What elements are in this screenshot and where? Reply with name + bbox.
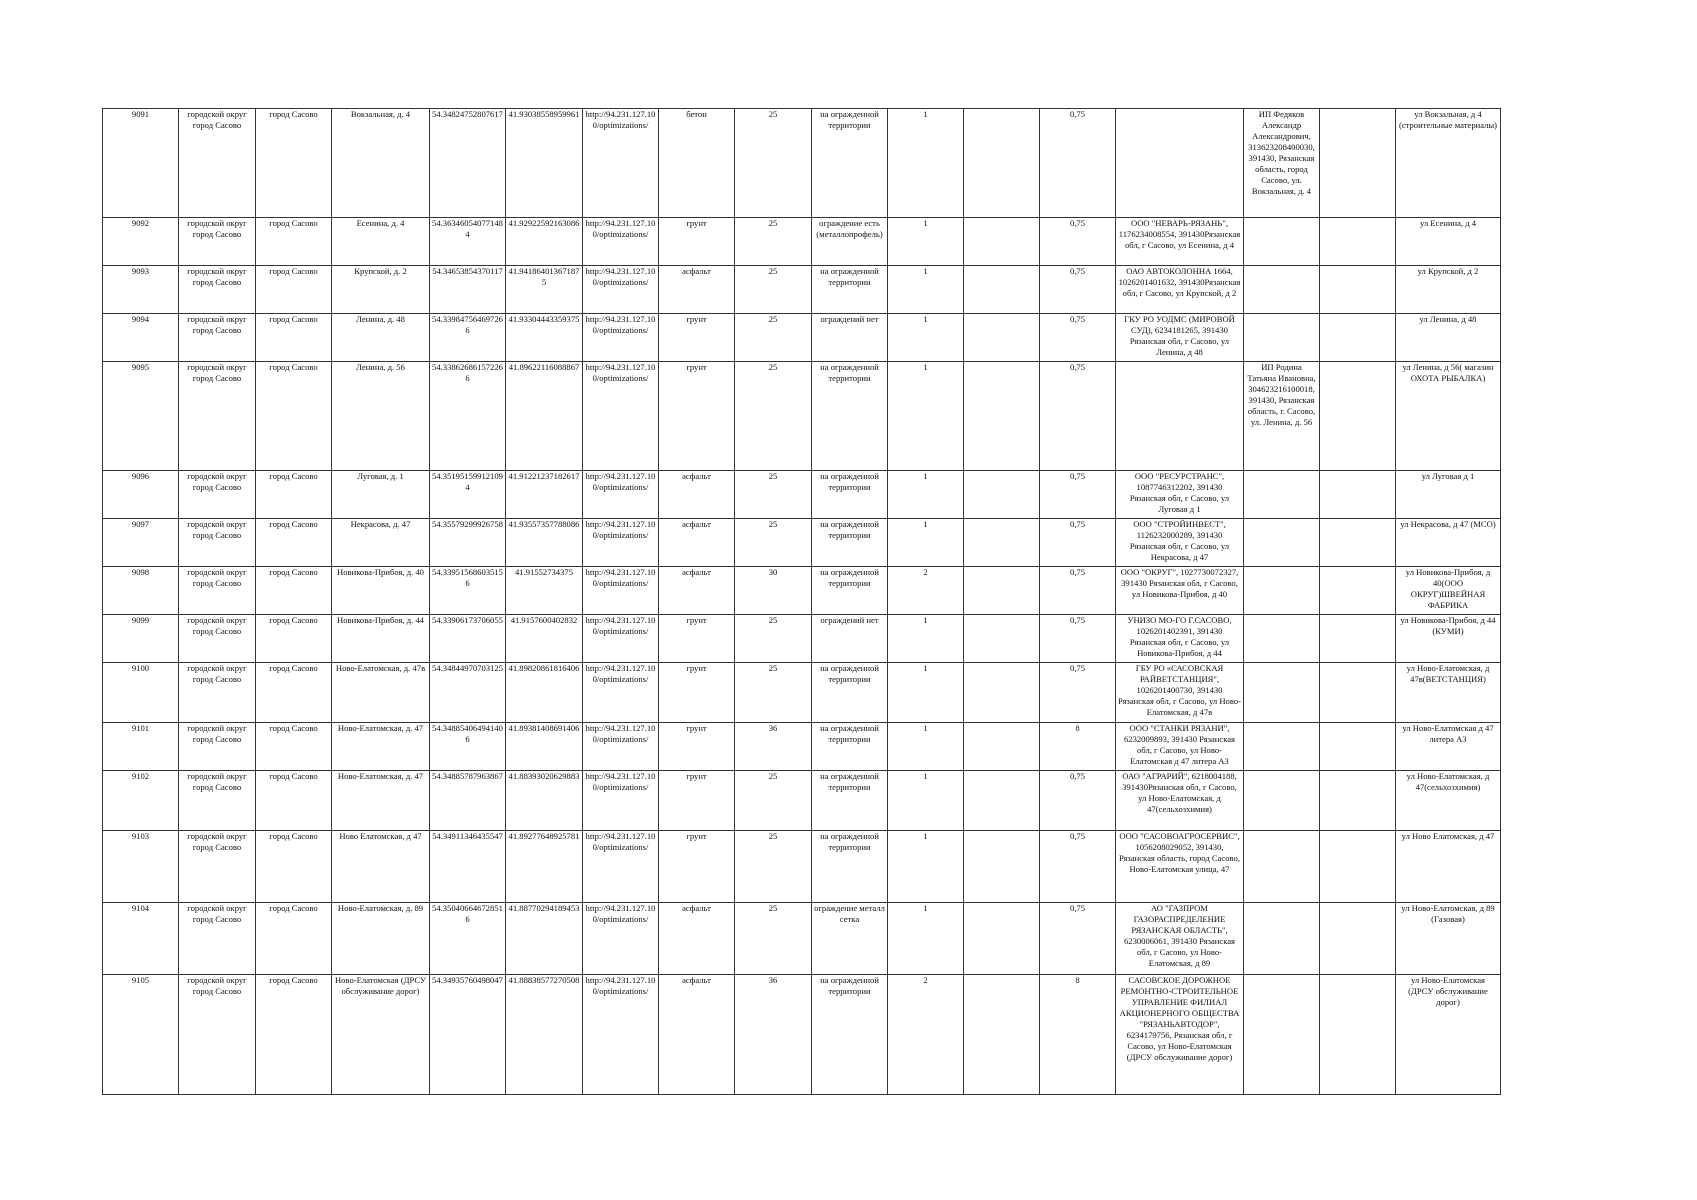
url-cell: http://94.231.127.100/optimizations/ [583,362,659,471]
district-cell: городской округ город Сасово [179,314,256,362]
longitude-cell: 41.88770294189453 [506,903,583,975]
container-count-cell: 1 [888,266,964,314]
district-cell: городской округ город Сасово [179,831,256,903]
url-cell: http://94.231.127.100/optimizations/ [583,471,659,519]
planned-count-cell [964,471,1040,519]
record-id-cell: 9101 [103,723,179,771]
surface-cell: асфальт [659,519,735,567]
surface-cell: бетон [659,109,735,218]
volume-cell: 0,75 [1040,519,1116,567]
volume-cell: 0,75 [1040,471,1116,519]
extra-cell [1320,831,1396,903]
latitude-cell: 54.34935760498047 [430,975,506,1095]
planned-count-cell [964,218,1040,266]
waste-source-cell: ул Ленина, д 56( магазин ОХОТА РЫБАЛКА) [1396,362,1501,471]
record-id-cell: 9092 [103,218,179,266]
area-cell: 25 [735,663,812,723]
longitude-cell: 41.88838577270508 [506,975,583,1095]
url-cell: http://94.231.127.100/optimizations/ [583,831,659,903]
organization-cell: ООО "РЕСУРСТРАНС", 1087746312202, 391430 Рязанская обл, г Сасово, ул Луговая д 1 [1116,471,1244,519]
address-cell: Ленина, д. 56 [332,362,430,471]
planned-count-cell [964,771,1040,831]
owner-cell [1244,831,1320,903]
container-count-cell: 1 [888,519,964,567]
address-cell: Есенина, д. 4 [332,218,430,266]
volume-cell: 0,75 [1040,362,1116,471]
record-id-cell: 9096 [103,471,179,519]
planned-count-cell [964,567,1040,615]
record-id-cell: 9093 [103,266,179,314]
latitude-cell: 54.34844970703125 [430,663,506,723]
owner-cell [1244,567,1320,615]
surface-cell: грунт [659,771,735,831]
address-cell: Вокзальная, д. 4 [332,109,430,218]
record-id-cell: 9097 [103,519,179,567]
surface-cell: грунт [659,218,735,266]
url-cell: http://94.231.127.100/optimizations/ [583,663,659,723]
container-count-cell: 1 [888,109,964,218]
container-count-cell: 2 [888,975,964,1095]
organization-cell: ОАО "АГРАРИЙ", 6218004188, 391430Рязанская обл, г Сасово, ул Ново-Елатомская, д 47(сельхозхимия) [1116,771,1244,831]
area-cell: 30 [735,567,812,615]
extra-cell [1320,975,1396,1095]
area-cell: 25 [735,109,812,218]
address-cell: Ново-Елатомская, д. 89 [332,903,430,975]
extra-cell [1320,567,1396,615]
owner-cell [1244,266,1320,314]
longitude-cell: 41.91221237182617 [506,471,583,519]
waste-source-cell: ул Новикова-Прибоя, д 44 (КУМИ) [1396,615,1501,663]
organization-cell: ООО "НЕВАРЬ-РЯЗАНЬ", 1176234008554, 391430Рязанская обл, г Сасово, ул Есенина, д 4 [1116,218,1244,266]
record-id-cell: 9103 [103,831,179,903]
record-id-cell: 9098 [103,567,179,615]
table-row [103,218,1501,266]
table-row [103,314,1501,362]
longitude-cell: 41.89820861816406 [506,663,583,723]
planned-count-cell [964,519,1040,567]
district-cell: городской округ город Сасово [179,567,256,615]
organization-cell: САСОВСКОЕ ДОРОЖНОЕ РЕМОНТНО-СТРОИТЕЛЬНОЕ УПРАВЛЕНИЕ ФИЛИАЛ АКЦИОНЕРНОГО ОБЩЕСТВА "РЯЗАНЬАВТОДОР", 6234179756, Рязанская обл, г Сасово, ул Ново-Елатомская (ДРСУ обслуживание дорог) [1116,975,1244,1095]
organization-cell: ГБУ РО «САСОВСКАЯ РАЙВЕТСТАНЦИЯ", 1026201400730, 391430 Рязанская обл, г Сасово, ул Ново-Елатомская, д 47в [1116,663,1244,723]
surface-cell: грунт [659,663,735,723]
district-cell: городской округ город Сасово [179,663,256,723]
table-row [103,831,1501,903]
owner-cell [1244,519,1320,567]
longitude-cell: 41.89277648925781 [506,831,583,903]
record-id-cell: 9099 [103,615,179,663]
url-cell: http://94.231.127.100/optimizations/ [583,723,659,771]
owner-cell [1244,771,1320,831]
container-count-cell: 1 [888,723,964,771]
longitude-cell: 41.93038558959961 [506,109,583,218]
address-cell: Новикова-Прибоя, д. 44 [332,615,430,663]
waste-source-cell: ул Ново-Елатомская, д 89 (Газовая) [1396,903,1501,975]
longitude-cell: 41.89622116088867 [506,362,583,471]
district-cell: городской округ город Сасово [179,975,256,1095]
fence-cell: ограждение есть (металлопрофель) [812,218,888,266]
organization-cell: ООО "ОКРУГ", 1027730072327, 391430 Рязанская обл, г Сасово, ул Новикова-Прибоя, д 40 [1116,567,1244,615]
registry-table-body [103,109,1501,1095]
longitude-cell: 41.9157600402832 [506,615,583,663]
fence-cell: на огражденной территории [812,723,888,771]
volume-cell: 0,75 [1040,218,1116,266]
city-cell: город Сасово [256,723,332,771]
table-row [103,519,1501,567]
table-row [103,471,1501,519]
record-id-cell: 9091 [103,109,179,218]
surface-cell: асфальт [659,975,735,1095]
address-cell: Луговая, д. 1 [332,471,430,519]
container-count-cell: 1 [888,314,964,362]
area-cell: 25 [735,615,812,663]
owner-cell [1244,903,1320,975]
district-cell: городской округ город Сасово [179,471,256,519]
area-cell: 25 [735,771,812,831]
organization-cell: ООО "СТРОЙИНВЕСТ", 1126232000289, 391430 Рязанская обл, г Сасово, ул Некрасова, д 47 [1116,519,1244,567]
waste-source-cell: ул Крупской, д 2 [1396,266,1501,314]
area-cell: 25 [735,266,812,314]
volume-cell: 8 [1040,723,1116,771]
longitude-cell: 41.92922592163086 [506,218,583,266]
extra-cell [1320,519,1396,567]
fence-cell: на огражденной территории [812,362,888,471]
table-row [103,975,1501,1095]
latitude-cell: 54.34824752807617 [430,109,506,218]
latitude-cell: 54.34885787963867 [430,771,506,831]
container-count-cell: 1 [888,471,964,519]
planned-count-cell [964,723,1040,771]
area-cell: 36 [735,975,812,1095]
latitude-cell: 54.35040664672851 6 [430,903,506,975]
city-cell: город Сасово [256,903,332,975]
fence-cell: на огражденной территории [812,567,888,615]
surface-cell: асфальт [659,266,735,314]
extra-cell [1320,362,1396,471]
address-cell: Ново Елатомская, д 47 [332,831,430,903]
url-cell: http://94.231.127.100/optimizations/ [583,975,659,1095]
address-cell: Ново-Елатомская (ДРСУ обслуживание дорог) [332,975,430,1095]
fence-cell: на огражденной территории [812,831,888,903]
surface-cell: грунт [659,362,735,471]
record-id-cell: 9095 [103,362,179,471]
district-cell: городской округ город Сасово [179,218,256,266]
container-count-cell: 1 [888,615,964,663]
latitude-cell: 54.36346054077148 4 [430,218,506,266]
latitude-cell: 54.33951568603515 6 [430,567,506,615]
address-cell: Ново-Елатомская, д. 47в [332,663,430,723]
url-cell: http://94.231.127.100/optimizations/ [583,567,659,615]
record-id-cell: 9102 [103,771,179,831]
organization-cell: УНИЗО МО-ГО Г.САСОВО, 1026201402391, 391430 Рязанская обл, г Сасово, ул Новикова-Прибоя, д 44 [1116,615,1244,663]
district-cell: городской округ город Сасово [179,266,256,314]
table-row [103,903,1501,975]
city-cell: город Сасово [256,218,332,266]
planned-count-cell [964,109,1040,218]
url-cell: http://94.231.127.100/optimizations/ [583,519,659,567]
extra-cell [1320,771,1396,831]
surface-cell: грунт [659,314,735,362]
address-cell: Некрасова, д. 47 [332,519,430,567]
owner-cell [1244,218,1320,266]
table-row [103,771,1501,831]
extra-cell [1320,109,1396,218]
volume-cell: 0,75 [1040,831,1116,903]
url-cell: http://94.231.127.100/optimizations/ [583,771,659,831]
extra-cell [1320,266,1396,314]
city-cell: город Сасово [256,771,332,831]
fence-cell: ограждений нет [812,314,888,362]
latitude-cell: 54.33984756469726 6 [430,314,506,362]
url-cell: http://94.231.127.100/optimizations/ [583,266,659,314]
planned-count-cell [964,975,1040,1095]
owner-cell [1244,471,1320,519]
district-cell: городской округ город Сасово [179,723,256,771]
planned-count-cell [964,362,1040,471]
waste-source-cell: ул Вокзальная, д 4 (строительные материалы) [1396,109,1501,218]
organization-cell: ОАО АВТОКОЛОННА 1664, 1026201401632, 391430Рязанская обл, г Сасово, ул Крупской, д 2 [1116,266,1244,314]
record-id-cell: 9094 [103,314,179,362]
area-cell: 25 [735,471,812,519]
volume-cell: 8 [1040,975,1116,1095]
owner-cell [1244,314,1320,362]
address-cell: Крупской, д. 2 [332,266,430,314]
planned-count-cell [964,903,1040,975]
city-cell: город Сасово [256,362,332,471]
waste-source-cell: ул Ново-Елатомская, д 47(сельхозхимия) [1396,771,1501,831]
waste-source-cell: ул Ленина, д 48 [1396,314,1501,362]
container-count-cell: 1 [888,218,964,266]
district-cell: городской округ город Сасово [179,771,256,831]
area-cell: 25 [735,903,812,975]
area-cell: 25 [735,362,812,471]
volume-cell: 0,75 [1040,266,1116,314]
owner-cell: ИП Родина Татьяна Ивановна, 304623216100018, 391430, Рязанская область, г. Сасово, ул. Ленина, д. 56 [1244,362,1320,471]
fence-cell: на огражденной территории [812,771,888,831]
city-cell: город Сасово [256,314,332,362]
district-cell: городской округ город Сасово [179,109,256,218]
city-cell: город Сасово [256,615,332,663]
city-cell: город Сасово [256,831,332,903]
volume-cell: 0,75 [1040,567,1116,615]
owner-cell [1244,723,1320,771]
volume-cell: 0,75 [1040,771,1116,831]
address-cell: Новикова-Прибоя, д. 40 [332,567,430,615]
fence-cell: на огражденной территории [812,975,888,1095]
volume-cell: 0,75 [1040,314,1116,362]
waste-source-cell: ул Новикова-Прибоя, д 40(ООО ОКРУГ)ШВЕЙНАЯ ФАБРИКА [1396,567,1501,615]
organization-cell: АО "ГАЗПРОМ ГАЗОРАСПРЕДЕЛЕНИЕ РЯЗАНСКАЯ ОБЛАСТЬ", 6230006061, 391430 Рязанская обл, г Сасово, ул Ново-Елатомская, д 89 [1116,903,1244,975]
organization-cell: ООО "СТАНКИ РЯЗАНИ", 6232009893, 391430 Рязанская обл, г Сасово, ул Ново-Елатомская д 47 литера А3 [1116,723,1244,771]
longitude-cell: 41.94186401367187 5 [506,266,583,314]
city-cell: город Сасово [256,663,332,723]
url-cell: http://94.231.127.100/optimizations/ [583,903,659,975]
container-count-cell: 1 [888,663,964,723]
planned-count-cell [964,663,1040,723]
latitude-cell: 54.33862686157226 6 [430,362,506,471]
planned-count-cell [964,266,1040,314]
organization-cell: ГКУ РО УОДМС (МИРОВОЙ СУД), 6234181265, 391430 Рязанская обл, г Сасово, ул Ленина, д 48 [1116,314,1244,362]
table-row [103,615,1501,663]
record-id-cell: 9105 [103,975,179,1095]
waste-source-cell: ул Ново Елатомская, д 47 [1396,831,1501,903]
table-row [103,362,1501,471]
waste-source-cell: ул Есенина, д 4 [1396,218,1501,266]
surface-cell: грунт [659,723,735,771]
city-cell: город Сасово [256,567,332,615]
waste-source-cell: ул Ново-Елатомская, д 47в(ВЕТСТАНЦИЯ) [1396,663,1501,723]
volume-cell: 0,75 [1040,903,1116,975]
latitude-cell: 54.34911346435547 [430,831,506,903]
longitude-cell: 41.89381408691406 [506,723,583,771]
owner-cell [1244,663,1320,723]
address-cell: Ленина, д. 48 [332,314,430,362]
city-cell: город Сасово [256,266,332,314]
volume-cell: 0,75 [1040,109,1116,218]
area-cell: 25 [735,218,812,266]
extra-cell [1320,218,1396,266]
surface-cell: грунт [659,615,735,663]
surface-cell: асфальт [659,903,735,975]
city-cell: город Сасово [256,519,332,567]
longitude-cell: 41.88393020629883 [506,771,583,831]
district-cell: городской округ город Сасово [179,615,256,663]
extra-cell [1320,314,1396,362]
owner-cell [1244,975,1320,1095]
container-count-cell: 2 [888,567,964,615]
fence-cell: на огражденной территории [812,471,888,519]
extra-cell [1320,615,1396,663]
table-row [103,266,1501,314]
city-cell: город Сасово [256,975,332,1095]
address-cell: Ново-Елатомская, д. 47 [332,723,430,771]
area-cell: 25 [735,831,812,903]
planned-count-cell [964,314,1040,362]
owner-cell [1244,615,1320,663]
owner-cell: ИП Федяков Александр Александрович, 313623208400030, 391430, Рязанская область, город Сасово, ул. Вокзальная, д. 4 [1244,109,1320,218]
url-cell: http://94.231.127.100/optimizations/ [583,314,659,362]
table-row [103,109,1501,218]
fence-cell: на огражденной территории [812,663,888,723]
waste-source-cell: ул Ново-Елатомская (ДРСУ обслуживание дорог) [1396,975,1501,1095]
district-cell: городской округ город Сасово [179,519,256,567]
container-count-cell: 1 [888,903,964,975]
table-row [103,723,1501,771]
latitude-cell: 54.34885406494140 6 [430,723,506,771]
extra-cell [1320,663,1396,723]
volume-cell: 0,75 [1040,615,1116,663]
surface-cell: асфальт [659,567,735,615]
area-cell: 36 [735,723,812,771]
organization-cell: ООО "САСОВОАГРОСЕРВИС", 1056208029052, 391430, Рязанская область, город Сасово, Ново-Елатомская улица, 47 [1116,831,1244,903]
registry-table [102,108,1501,1095]
extra-cell [1320,723,1396,771]
district-cell: городской округ город Сасово [179,362,256,471]
planned-count-cell [964,615,1040,663]
waste-source-cell: ул Луговая д 1 [1396,471,1501,519]
latitude-cell: 54.35579299926758 [430,519,506,567]
fence-cell: на огражденной территории [812,266,888,314]
organization-cell [1116,109,1244,218]
planned-count-cell [964,831,1040,903]
url-cell: http://94.231.127.100/optimizations/ [583,615,659,663]
table-row [103,663,1501,723]
fence-cell: на огражденной территории [812,519,888,567]
extra-cell [1320,903,1396,975]
container-count-cell: 1 [888,362,964,471]
record-id-cell: 9100 [103,663,179,723]
area-cell: 25 [735,519,812,567]
waste-source-cell: ул Ново-Елатомская д 47 литера А3 [1396,723,1501,771]
container-count-cell: 1 [888,771,964,831]
fence-cell: ограждение металл сетка [812,903,888,975]
surface-cell: асфальт [659,471,735,519]
longitude-cell: 41.93304443359375 [506,314,583,362]
city-cell: город Сасово [256,471,332,519]
organization-cell [1116,362,1244,471]
surface-cell: грунт [659,831,735,903]
url-cell: http://94.231.127.100/optimizations/ [583,218,659,266]
district-cell: городской округ город Сасово [179,903,256,975]
latitude-cell: 54.33906173706055 [430,615,506,663]
record-id-cell: 9104 [103,903,179,975]
table-row [103,567,1501,615]
longitude-cell: 41.93557357788086 [506,519,583,567]
city-cell: город Сасово [256,109,332,218]
fence-cell: ограждений нет [812,615,888,663]
latitude-cell: 54.34653854370117 [430,266,506,314]
address-cell: Ново-Елатомская, д. 47 [332,771,430,831]
container-count-cell: 1 [888,831,964,903]
longitude-cell: 41.91552734375 [506,567,583,615]
url-cell: http://94.231.127.100/optimizations/ [583,109,659,218]
latitude-cell: 54.35195159912109 4 [430,471,506,519]
fence-cell: на огражденной территории [812,109,888,218]
area-cell: 25 [735,314,812,362]
waste-source-cell: ул Некрасова, д 47 (МСО) [1396,519,1501,567]
extra-cell [1320,471,1396,519]
volume-cell: 0,75 [1040,663,1116,723]
